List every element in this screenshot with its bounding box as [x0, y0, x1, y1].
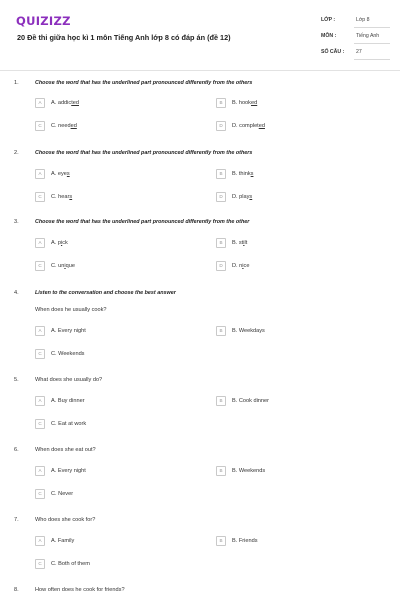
option-text: C. unique — [51, 263, 75, 269]
option-text: B. Weekdays — [232, 328, 265, 334]
option-text: C. hears — [51, 194, 73, 200]
option-text: A. pick — [51, 240, 68, 246]
question-number: 5. — [14, 377, 19, 383]
option-text: A. Every night — [51, 328, 86, 334]
meta-label: LỚP : — [321, 17, 336, 23]
option-letter-box: C — [35, 559, 45, 569]
meta-underline — [354, 43, 390, 44]
page-title: 20 Đề thi giữa học kì 1 môn Tiếng Anh lớp 8 có đáp án (đề 12) — [17, 33, 231, 42]
option-text: B. Cook dinner — [232, 398, 270, 404]
question-instruction: Choose the word that has the underlined part pronounced differently from the others — [35, 150, 253, 156]
question-instruction: Choose the word that has the underlined part pronounced differently from the others — [35, 80, 253, 86]
meta-label: MÔN : — [321, 33, 337, 39]
option-text: A. addicted — [51, 100, 79, 106]
option-letter-box: C — [35, 261, 45, 271]
option-letter-box: A — [35, 396, 45, 406]
option-letter-box: B — [216, 536, 226, 546]
option-letter-box: B — [216, 238, 226, 248]
question-number: 2. — [14, 150, 19, 156]
option-letter-box: A — [35, 466, 45, 476]
question-number: 4. — [14, 290, 19, 296]
option-letter-box: C — [35, 489, 45, 499]
question-number: 1. — [14, 80, 19, 86]
question-instruction: Choose the word that has the underlined part pronounced differently from the other — [35, 219, 250, 225]
meta-row-subject — [318, 29, 390, 45]
option-letter-box: A — [35, 98, 45, 108]
option-text: C. Eat at work — [51, 421, 87, 427]
option-text: B. Weekends — [232, 468, 266, 474]
option-letter-box: B — [216, 326, 226, 336]
option-letter-box: B — [216, 396, 226, 406]
question-number: 3. — [14, 219, 19, 225]
meta-value: Tiếng Anh — [356, 33, 380, 39]
meta-row-count — [318, 45, 390, 61]
option-letter-box: A — [35, 326, 45, 336]
option-text: B. Friends — [232, 538, 258, 544]
option-text: C. Both of them — [51, 561, 90, 567]
option-text: A. Every night — [51, 468, 86, 474]
option-text: B. thinks — [232, 171, 254, 177]
option-letter-box: A — [35, 536, 45, 546]
meta-underline — [354, 59, 390, 60]
question-text: How often does he cook for friends? — [35, 587, 125, 593]
header-divider — [0, 70, 400, 71]
quizizz-logo: QUIZIZZ — [16, 14, 71, 28]
option-text: A. Buy dinner — [51, 398, 85, 404]
option-text: C. Weekends — [51, 351, 85, 357]
meta-value: 27 — [356, 49, 362, 55]
question-text: What does she usually do? — [35, 377, 103, 383]
option-letter-box: A — [35, 238, 45, 248]
option-letter-box: B — [216, 169, 226, 179]
option-letter-box: C — [35, 192, 45, 202]
option-text: A. eyes — [51, 171, 70, 177]
meta-value: Lớp 8 — [356, 17, 370, 23]
option-text: B. stilt — [232, 240, 248, 246]
question-text: When does he usually cook? — [35, 307, 107, 313]
meta-underline — [354, 27, 390, 28]
option-letter-box: B — [216, 466, 226, 476]
question-number: 8. — [14, 587, 19, 593]
question-text: When does she eat out? — [35, 447, 96, 453]
question-text: Who does she cook for? — [35, 517, 96, 523]
option-letter-box: D — [216, 192, 226, 202]
option-letter-box: D — [216, 121, 226, 131]
option-text: D. plays — [232, 194, 253, 200]
option-text: C. needed — [51, 123, 77, 129]
option-text: A. Family — [51, 538, 75, 544]
option-letter-box: D — [216, 261, 226, 271]
option-text: B. hooked — [232, 100, 258, 106]
option-letter-box: C — [35, 349, 45, 359]
option-text: D. nice — [232, 263, 250, 269]
question-number: 6. — [14, 447, 19, 453]
meta-row-class — [318, 13, 390, 29]
option-letter-box: C — [35, 419, 45, 429]
meta-panel — [318, 13, 390, 61]
question-instruction: Listen to the conversation and choose the best answer — [35, 290, 176, 296]
option-text: C. Never — [51, 491, 74, 497]
question-number: 7. — [14, 517, 19, 523]
option-letter-box: A — [35, 169, 45, 179]
option-text: D. completed — [232, 123, 265, 129]
option-letter-box: B — [216, 98, 226, 108]
option-letter-box: C — [35, 121, 45, 131]
meta-label: SỐ CÂU : — [321, 49, 345, 55]
